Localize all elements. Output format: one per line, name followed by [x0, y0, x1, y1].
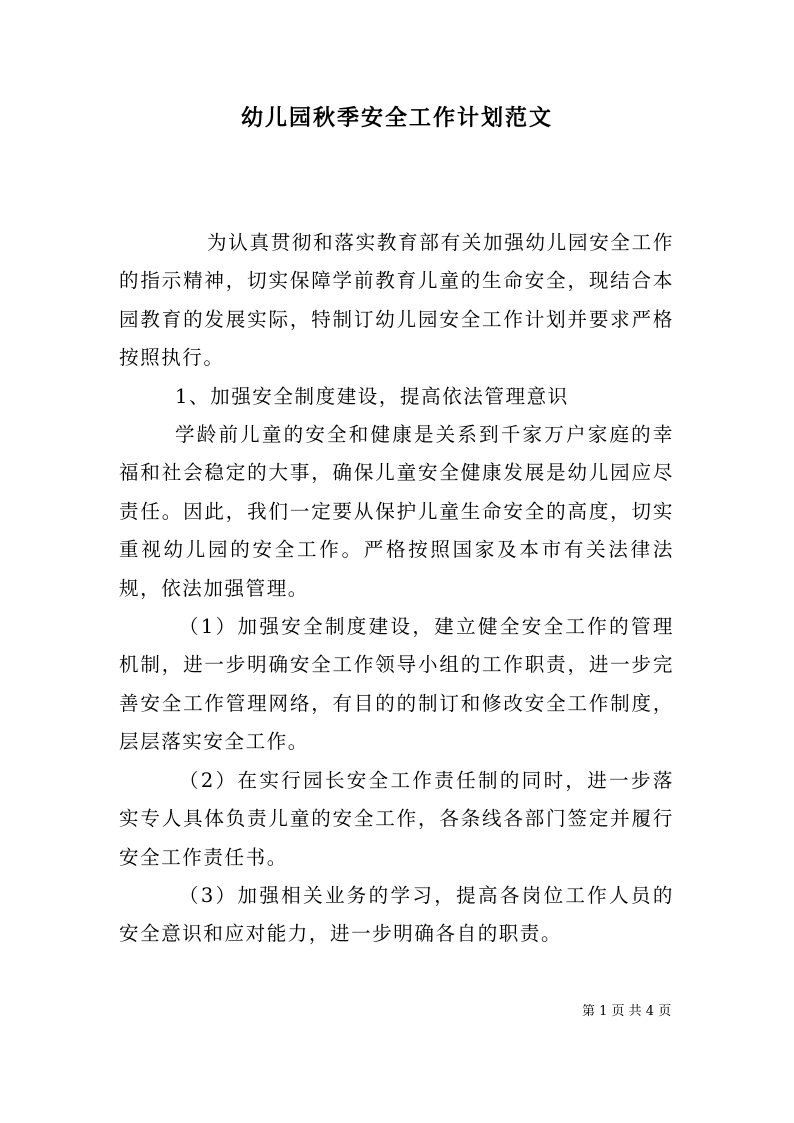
- paragraph-item-1: （1）加强安全制度建设，建立健全安全工作的管理机制，进一步明确安全工作领导小组的工作职责，进一步完善安全工作管理网络，有目的的制订和修改安全工作制度，层层落实安全工作。: [119, 615, 674, 754]
- document-title: 幼儿园秋季安全工作计划范文: [240, 105, 553, 131]
- paragraph-intro: 为认真贯彻和落实教育部有关加强幼儿园安全工作的指示精神，切实保障学前教育儿童的生命安全，现结合本园教育的发展实际，特制订幼儿园安全工作计划并要求严格按照执行。: [119, 231, 674, 370]
- paragraph-item-2: （2）在实行园长安全工作责任制的同时，进一步落实专人具体负责儿童的安全工作，各条线各部门签定并履行安全工作责任书。: [119, 768, 674, 869]
- page-number-footer: 第 1 页 共 4 页: [582, 1004, 672, 1019]
- paragraph-item-3: （3）加强相关业务的学习，提高各岗位工作人员的安全意识和应对能力，进一步明确各自的职责。: [119, 883, 674, 946]
- document-body: [119, 224, 674, 954]
- paragraph-section-1: 学龄前儿童的安全和健康是关系到千家万户家庭的幸福和社会稳定的大事，确保儿童安全健康发展是幼儿园应尽责任。因此，我们一定要从保护儿童生命安全的高度，切实重视幼儿园的安全工作。严格按照国家及本市有关法律法规，依法加强管理。: [119, 423, 674, 600]
- section-heading-1: 1、加强安全制度建设，提高依法管理意识: [175, 384, 569, 408]
